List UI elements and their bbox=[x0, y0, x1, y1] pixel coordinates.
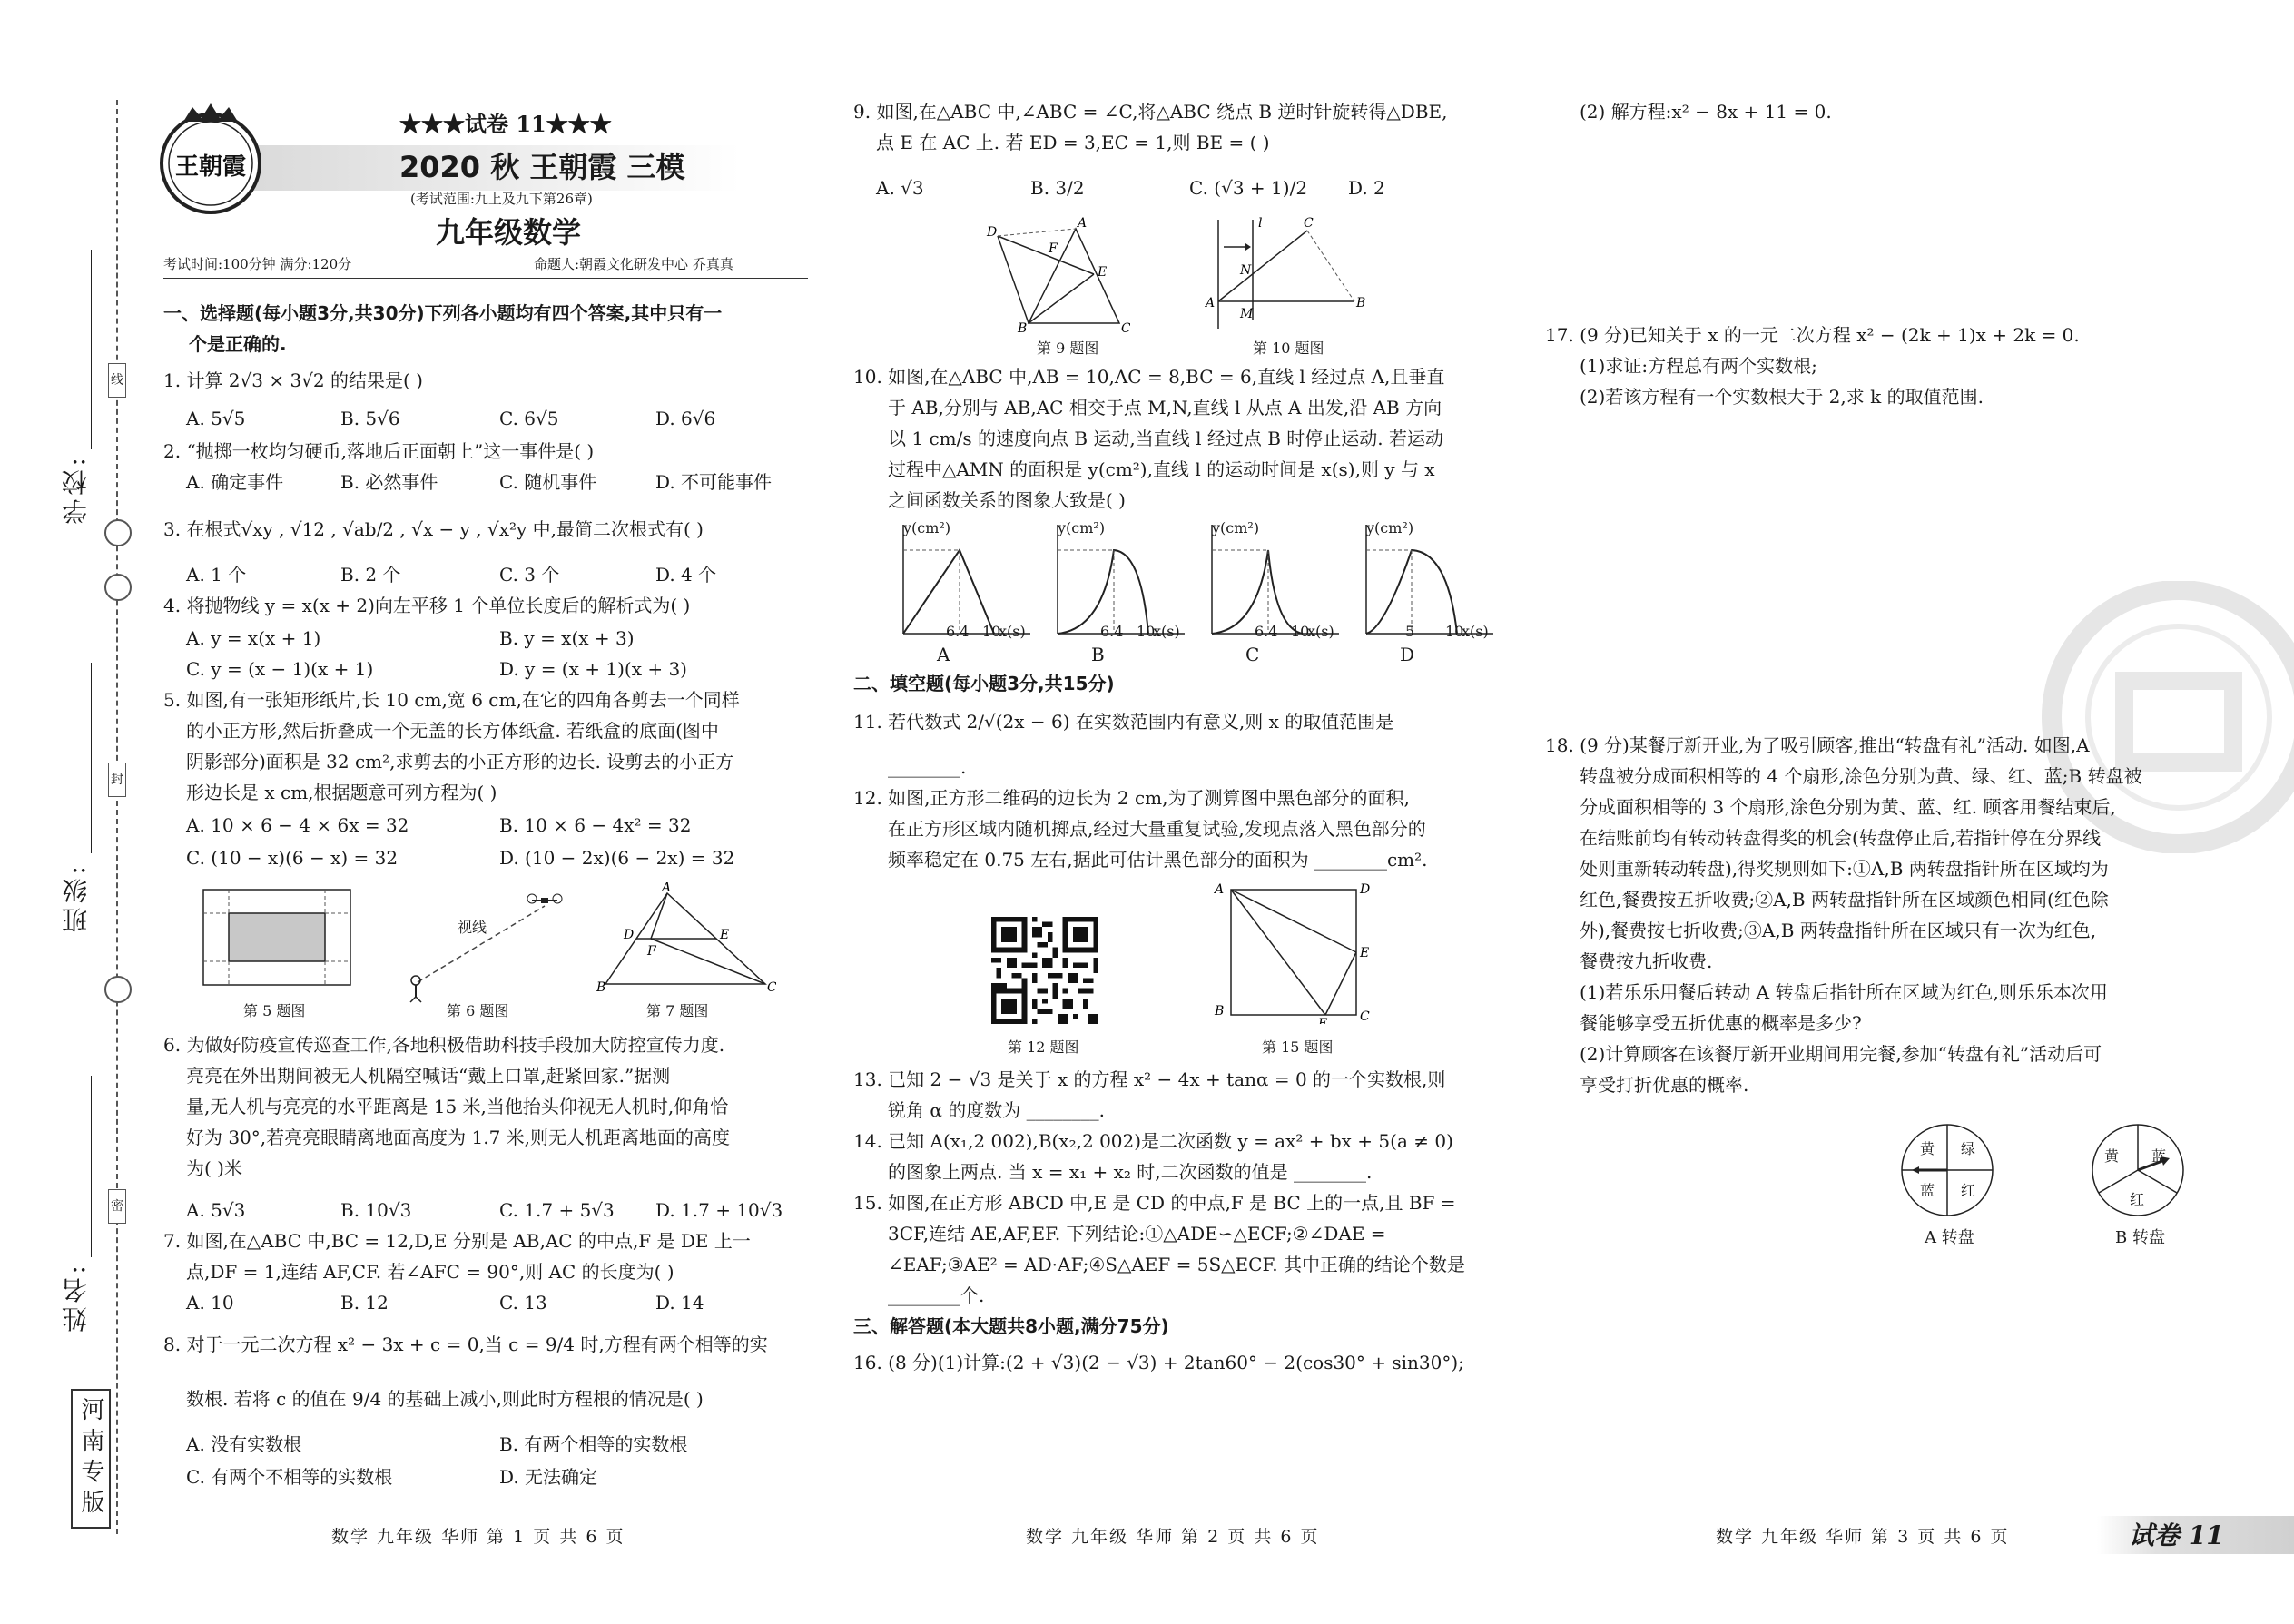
question-12-line1: 12. 如图,正方形二维码的边长为 2 cm,为了测算图中黑色部分的面积, bbox=[853, 787, 1410, 809]
name-label: 姓名: bbox=[61, 1262, 91, 1333]
section-1-heading-cont: 个是正确的. bbox=[189, 333, 287, 355]
svg-text:N: N bbox=[1240, 263, 1252, 278]
question-18-line7: 外),餐费按七折收费;③A,B 两转盘指针所在区域只有一次为红色, bbox=[1580, 920, 2097, 941]
q8-option-c: C. 有两个不相等的实数根 bbox=[186, 1466, 393, 1488]
question-14-line2: 的图象上两点. 当 x = x₁ + x₂ 时,二次函数的值是 ________. bbox=[888, 1161, 1373, 1183]
svg-text:B: B bbox=[1356, 296, 1366, 310]
figure-12-caption: 第 12 题图 bbox=[1008, 1038, 1079, 1056]
figure-5 bbox=[202, 888, 356, 1005]
section-2-heading: 二、填空题(每小题3分,共15分) bbox=[853, 673, 1115, 694]
q10c-xlabel: x(s) bbox=[1307, 623, 1334, 640]
question-12-line3: 频率稳定在 0.75 左右,据此可估计黑色部分的面积为 ________cm². bbox=[888, 849, 1428, 871]
q5-option-b: B. 10 × 6 − 4x² = 32 bbox=[499, 814, 692, 836]
question-10-line5: 之间函数关系的图象大致是( ) bbox=[888, 489, 1126, 511]
q8-option-d: D. 无法确定 bbox=[499, 1466, 598, 1488]
question-11: 11. 若代数式 2/√(2x − 6) 在实数范围内有意义,则 x 的取值范围是 bbox=[853, 711, 1394, 733]
footer-page-2: 数学 九年级 华师 第 2 页 共 6 页 bbox=[1026, 1527, 1320, 1547]
q1-option-d: D. 6√6 bbox=[655, 408, 716, 429]
exam-scope: (考试范围:九上及九下第26章) bbox=[410, 191, 593, 207]
question-16-part1: 16. (8 分)(1)计算:(2 + √3)(2 − √3) + 2tan60° − 2(cos30° + sin30°); bbox=[853, 1352, 1464, 1373]
header-rule bbox=[163, 278, 808, 279]
q4-option-b: B. y = x(x + 3) bbox=[499, 627, 635, 649]
question-15-line4: ________个. bbox=[888, 1284, 985, 1306]
q10a-label: A bbox=[937, 644, 950, 665]
svg-text:D: D bbox=[624, 928, 635, 942]
section-3-heading: 三、解答题(本大题共8小题,满分75分) bbox=[853, 1315, 1169, 1337]
q3-option-b: B. 2 个 bbox=[340, 564, 401, 586]
q10d-xlabel: x(s) bbox=[1462, 623, 1489, 640]
question-18-line4: 在结账前均有转动转盘得奖的机会(转盘停止后,若指针停在分界线 bbox=[1580, 827, 2102, 849]
wheel-b-sector-1: 黄 bbox=[2104, 1147, 2120, 1165]
q7-option-d: D. 14 bbox=[655, 1292, 704, 1314]
school-label: 学校: bbox=[61, 454, 91, 525]
q6-option-c: C. 1.7 + 5√3 bbox=[499, 1199, 615, 1221]
q1-option-a: A. 5√5 bbox=[186, 408, 246, 429]
q2-option-a: A. 确定事件 bbox=[186, 471, 284, 493]
question-9-line1: 9. 如图,在△ABC 中,∠ABC = ∠C,将△ABC 绕点 B 逆时针旋转得△DBE, bbox=[853, 101, 1448, 123]
q10d-ylabel: y(cm²) bbox=[1366, 519, 1414, 536]
q10a-ylabel: y(cm²) bbox=[903, 519, 951, 536]
question-13-line2: 锐角 α 的度数为 ________. bbox=[888, 1099, 1105, 1121]
figure-9-caption: 第 9 题图 bbox=[1037, 340, 1099, 357]
q5-option-d: D. (10 − 2x)(6 − 2x) = 32 bbox=[499, 847, 735, 869]
svg-text:D: D bbox=[987, 225, 998, 240]
question-6-line4: 好为 30°,若亮亮眼睛离地面高度为 1.7 米,则无人机距离地面的高度 bbox=[186, 1127, 731, 1148]
figure-6-caption: 第 6 题图 bbox=[447, 1002, 509, 1019]
cut-line bbox=[116, 100, 118, 1534]
question-5-line1: 5. 如图,有一张矩形纸片,长 10 cm,宽 6 cm,在它的四角各剪去一个同样 bbox=[163, 689, 740, 711]
question-7-line1: 7. 如图,在△ABC 中,BC = 12,D,E 分别是 AB,AC 的中点,F 是 DE 上一 bbox=[163, 1230, 751, 1252]
question-12-line2: 在正方形区域内随机掷点,经过大量重复试验,发现点落入黑色部分的 bbox=[888, 818, 1426, 840]
question-5-line3: 阴影部分)面积是 32 cm²,求剪去的小正方形的边长. 设剪去的小正方 bbox=[186, 751, 734, 773]
figure-7 bbox=[595, 882, 776, 1004]
figure-10 bbox=[1198, 211, 1380, 346]
question-6-line1: 6. 为做好防疫宣传巡查工作,各地积极借助科技手段加大防控宣传力度. bbox=[163, 1034, 725, 1056]
q6-option-a: A. 5√3 bbox=[186, 1199, 246, 1221]
svg-text:A: A bbox=[1215, 882, 1225, 897]
question-18-line6: 红色,餐费按五折收费;②A,B 两转盘指针所在区域颜色相同(红色除 bbox=[1580, 889, 2109, 910]
q4-option-d: D. y = (x + 1)(x + 3) bbox=[499, 658, 687, 680]
svg-text:C: C bbox=[767, 980, 776, 995]
q9-option-d: D. 2 bbox=[1348, 177, 1385, 199]
question-18-line9: (1)若乐乐用餐后转动 A 转盘后指针所在区域为红色,则乐乐本次用 bbox=[1580, 981, 2108, 1003]
question-16-part2: (2) 解方程:x² − 8x + 11 = 0. bbox=[1580, 101, 1832, 123]
q3-option-a: A. 1 个 bbox=[186, 564, 247, 586]
footer-page-3: 数学 九年级 华师 第 3 页 共 6 页 bbox=[1716, 1527, 2010, 1547]
q10a-xlabel: x(s) bbox=[999, 623, 1026, 640]
q10d-label: D bbox=[1400, 644, 1415, 665]
logo bbox=[153, 102, 269, 218]
svg-text:F: F bbox=[1049, 241, 1058, 256]
svg-text:F: F bbox=[1318, 1017, 1327, 1024]
subject-title: 九年级数学 bbox=[436, 215, 582, 250]
question-18-line8: 餐费按九折收费. bbox=[1580, 950, 1713, 972]
wheel-b-caption: B 转盘 bbox=[2115, 1228, 2165, 1247]
q10b-tick-2: 10 bbox=[1137, 623, 1156, 640]
question-10-line2: 于 AB,分别与 AB,AC 相交于点 M,N,直线 l 从点 A 出发,沿 AB 方向 bbox=[888, 397, 1442, 418]
question-15-line3: ∠EAF;③AE² = AD·AF;④S△AEF = 5S△ECF. 其中正确的结论个数是 bbox=[888, 1254, 1465, 1275]
svg-text:E: E bbox=[720, 928, 730, 942]
paper-tag: ★★★试卷 11★★★ bbox=[399, 111, 612, 137]
q10d-tick-2: 10 bbox=[1445, 623, 1464, 640]
question-9-line2: 点 E 在 AC 上. 若 ED = 3,EC = 1,则 BE = ( ) bbox=[876, 132, 1270, 153]
question-5-line2: 的小正方形,然后折叠成一个无盖的长方体纸盒. 若纸盒的底面(图中 bbox=[186, 720, 719, 742]
figure-5-caption: 第 5 题图 bbox=[243, 1002, 306, 1019]
binding-hole bbox=[104, 976, 132, 1003]
q2-option-c: C. 随机事件 bbox=[499, 471, 597, 493]
question-18-line11: (2)计算顾客在该餐厅新开业期间用完餐,参加“转盘有礼”活动后可 bbox=[1580, 1043, 2102, 1065]
q10c-label: C bbox=[1245, 644, 1260, 665]
question-17-line2: (1)求证:方程总有两个实数根; bbox=[1580, 355, 1817, 377]
q10b-label: B bbox=[1091, 644, 1105, 665]
question-3: 3. 在根式√xy , √12 , √ab/2 , √x − y , √x²y 中,最简二次根式有( ) bbox=[163, 518, 704, 540]
svg-text:D: D bbox=[1360, 882, 1371, 897]
svg-text:A: A bbox=[1206, 296, 1216, 310]
svg-text:E: E bbox=[1360, 946, 1370, 960]
figure-15-caption: 第 15 题图 bbox=[1262, 1038, 1334, 1056]
question-2: 2. “抛掷一枚均匀硬币,落地后正面朝上”这一事件是( ) bbox=[163, 440, 595, 462]
svg-text:B: B bbox=[1018, 321, 1028, 334]
q7-option-c: C. 13 bbox=[499, 1292, 547, 1314]
q5-option-a: A. 10 × 6 − 4 × 6x = 32 bbox=[186, 814, 409, 836]
figure-7-caption: 第 7 题图 bbox=[646, 1002, 709, 1019]
q9-option-b: B. 3/2 bbox=[1030, 177, 1085, 199]
question-18-line1: 18. (9 分)某餐厅新开业,为了吸引顾客,推出“转盘有礼”活动. 如图,A bbox=[1545, 734, 2090, 756]
question-18-line5: 处则重新转动转盘),得奖规则如下:①A,B 两转盘指针所在区域均为 bbox=[1580, 858, 2109, 880]
question-18-line3: 分成面积相等的 3 个扇形,涂色分别为黄、蓝、红. 顾客用餐结束后, bbox=[1580, 796, 2116, 818]
question-18-line10: 餐能够享受五折优惠的概率是多少? bbox=[1580, 1012, 1862, 1034]
question-17-line3: (2)若该方程有一个实数根大于 2,求 k 的取值范围. bbox=[1580, 386, 1984, 408]
svg-text:C: C bbox=[1121, 321, 1130, 334]
question-17-line1: 17. (9 分)已知关于 x 的一元二次方程 x² − (2k + 1)x + 2k = 0. bbox=[1545, 324, 2080, 346]
q10c-tick-1: 6.4 bbox=[1255, 623, 1278, 640]
q10a-tick-2: 10 bbox=[982, 623, 1001, 640]
question-4: 4. 将抛物线 y = x(x + 2)向左平移 1 个单位长度后的解析式为( ) bbox=[163, 595, 691, 616]
question-15-line1: 15. 如图,在正方形 ABCD 中,E 是 CD 的中点,F 是 BC 上的一点,且 BF = bbox=[853, 1192, 1456, 1214]
question-8-line1: 8. 对于一元二次方程 x² − 3x + c = 0,当 c = 9/4 时,方程有两个相等的实 bbox=[163, 1334, 768, 1355]
question-6-line2: 亮亮在外出期间被无人机隔空喊话“戴上口罩,赶紧回家.”据测 bbox=[186, 1065, 671, 1087]
question-11-blank: ________. bbox=[888, 756, 967, 778]
q3-option-d: D. 4 个 bbox=[655, 564, 717, 586]
question-18-line12: 享受打折优惠的概率. bbox=[1580, 1074, 1749, 1096]
q10c-tick-2: 10 bbox=[1291, 623, 1310, 640]
region-badge: 河南专版 bbox=[71, 1389, 111, 1529]
q10b-ylabel: y(cm²) bbox=[1058, 519, 1106, 536]
svg-text:C: C bbox=[1360, 1009, 1370, 1024]
figure-9 bbox=[985, 216, 1130, 342]
exam-meta-right: 命题人:朝霞文化研发中心 乔真真 bbox=[534, 256, 733, 272]
wheel-b-sector-3: 红 bbox=[2130, 1191, 2145, 1208]
svg-text:E: E bbox=[1098, 265, 1108, 280]
question-1: 1. 计算 2√3 × 3√2 的结果是( ) bbox=[163, 369, 423, 391]
wheel-b-sector-2: 蓝 bbox=[2151, 1147, 2167, 1165]
q4-option-c: C. y = (x − 1)(x + 1) bbox=[186, 658, 374, 680]
q10c-ylabel: y(cm²) bbox=[1212, 519, 1260, 536]
q7-option-b: B. 12 bbox=[340, 1292, 389, 1314]
q4-option-a: A. y = x(x + 1) bbox=[186, 627, 321, 649]
q10b-xlabel: x(s) bbox=[1153, 623, 1180, 640]
q10a-tick-1: 6.4 bbox=[946, 623, 970, 640]
svg-text:F: F bbox=[647, 944, 656, 959]
question-7-line2: 点,DF = 1,连结 AF,CF. 若∠AFC = 90°,则 AC 的长度为( ) bbox=[186, 1261, 674, 1283]
question-6-line5: 为( )米 bbox=[186, 1157, 242, 1179]
seal-xian: 线 bbox=[108, 363, 126, 398]
binding-hole bbox=[104, 519, 132, 546]
sight-label: 视线 bbox=[458, 919, 487, 936]
svg-text:C: C bbox=[1304, 216, 1314, 231]
q1-option-b: B. 5√6 bbox=[340, 408, 400, 429]
svg-text:M: M bbox=[1240, 307, 1254, 321]
q8-option-b: B. 有两个相等的实数根 bbox=[499, 1433, 688, 1455]
svg-text:B: B bbox=[596, 980, 606, 995]
binding-strip bbox=[0, 0, 159, 1624]
class-line bbox=[91, 663, 92, 853]
class-label: 班级: bbox=[61, 862, 91, 933]
wheel-a-sector-1: 黄 bbox=[1920, 1140, 1935, 1157]
question-10-line1: 10. 如图,在△ABC 中,AB = 10,AC = 8,BC = 6,直线 l 经过点 A,且垂直 bbox=[853, 366, 1445, 388]
figure-15 bbox=[1207, 879, 1375, 1032]
wheel-a-sector-2: 绿 bbox=[1961, 1140, 1976, 1157]
question-5-line4: 形边长是 x cm,根据题意可列方程为( ) bbox=[186, 782, 497, 803]
exam-title: 2020 秋 王朝霞 三模 bbox=[399, 150, 685, 184]
q10d-tick-1: 5 bbox=[1405, 623, 1415, 640]
q10b-tick-1: 6.4 bbox=[1100, 623, 1124, 640]
q7-option-a: A. 10 bbox=[186, 1292, 234, 1314]
q6-option-b: B. 10√3 bbox=[340, 1199, 412, 1221]
seal-mi: 密 bbox=[108, 1189, 126, 1224]
wheel-a bbox=[1897, 1120, 1997, 1228]
question-8-line2: 数根. 若将 c 的值在 9/4 的基础上减小,则此时方程根的情况是( ) bbox=[186, 1388, 704, 1410]
svg-text:B: B bbox=[1215, 1004, 1225, 1019]
wheel-a-caption: A 转盘 bbox=[1925, 1228, 1974, 1247]
figure-12-qr bbox=[991, 917, 1098, 1024]
q6-option-d: D. 1.7 + 10√3 bbox=[655, 1199, 783, 1221]
figure-10-caption: 第 10 题图 bbox=[1253, 340, 1324, 357]
svg-text:A: A bbox=[662, 882, 672, 895]
school-line bbox=[91, 250, 92, 449]
question-13-line1: 13. 已知 2 − √3 是关于 x 的方程 x² − 4x + tanα = 0 的一个实数根,则 bbox=[853, 1068, 1446, 1090]
q1-option-c: C. 6√5 bbox=[499, 408, 559, 429]
wheel-a-sector-3: 蓝 bbox=[1920, 1182, 1935, 1199]
q2-option-d: D. 不可能事件 bbox=[655, 471, 773, 493]
exam-meta-left: 考试时间:100分钟 满分:120分 bbox=[163, 256, 352, 272]
q5-option-c: C. (10 − x)(6 − x) = 32 bbox=[186, 847, 399, 869]
q9-option-a: A. √3 bbox=[876, 177, 924, 199]
binding-hole bbox=[104, 574, 132, 601]
question-15-line2: 3CF,连结 AE,AF,EF. 下列结论:①△ADE∽△ECF;②∠DAE = bbox=[888, 1223, 1386, 1245]
question-6-line3: 量,无人机与亮亮的水平距离是 15 米,当他抬头仰视无人机时,仰角恰 bbox=[186, 1096, 729, 1117]
svg-text:l: l bbox=[1258, 216, 1263, 231]
footer-paper-tag: 试卷 11 bbox=[2129, 1521, 2224, 1550]
figure-6 bbox=[399, 881, 572, 1011]
wheel-b bbox=[2088, 1120, 2188, 1228]
footer-page-1: 数学 九年级 华师 第 1 页 共 6 页 bbox=[331, 1527, 625, 1547]
question-14-line1: 14. 已知 A(x₁,2 002),B(x₂,2 002)是二次函数 y = ax² + bx + 5(a ≠ 0) bbox=[853, 1130, 1453, 1152]
question-18-line2: 转盘被分成面积相等的 4 个扇形,涂色分别为黄、绿、红、蓝;B 转盘被 bbox=[1580, 765, 2142, 787]
seal-feng: 封 bbox=[108, 763, 126, 797]
q3-option-c: C. 3 个 bbox=[499, 564, 560, 586]
q2-option-b: B. 必然事件 bbox=[340, 471, 438, 493]
q9-option-c: C. (√3 + 1)/2 bbox=[1189, 177, 1308, 199]
question-10-line4: 过程中△AMN 的面积是 y(cm²),直线 l 的运动时间是 x(s),则 y 与 x bbox=[888, 458, 1435, 480]
section-1-heading: 一、选择题(每小题3分,共30分)下列各小题均有四个答案,其中只有一 bbox=[163, 302, 723, 324]
svg-text:王朝霞: 王朝霞 bbox=[174, 153, 247, 181]
q8-option-a: A. 没有实数根 bbox=[186, 1433, 302, 1455]
name-line bbox=[91, 1076, 92, 1257]
svg-text:A: A bbox=[1078, 216, 1088, 231]
question-10-line3: 以 1 cm/s 的速度向点 B 运动,当直线 l 经过点 B 时停止运动. 若运动 bbox=[888, 428, 1443, 449]
wheel-a-sector-4: 红 bbox=[1961, 1182, 1976, 1199]
